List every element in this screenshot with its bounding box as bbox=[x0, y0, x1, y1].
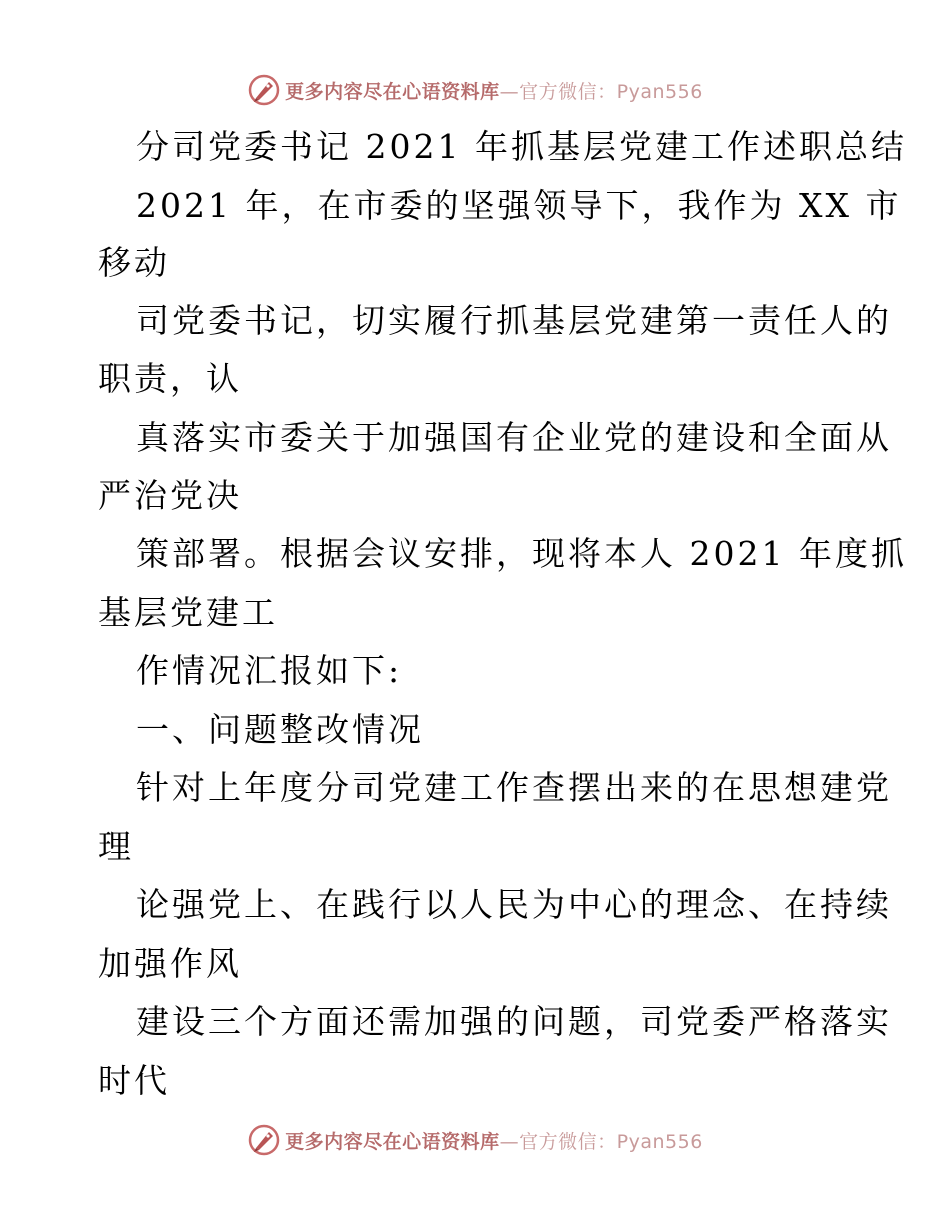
paragraph-line: 作情况汇报如下: bbox=[136, 651, 403, 690]
document-title: 分司党委书记 2021 年抓基层党建工作述职总结 bbox=[136, 127, 907, 166]
paragraph-line: 论强党上、在践行以人民为中心的理念、在持续 bbox=[136, 885, 892, 924]
paragraph-line: 严治党决 bbox=[98, 476, 242, 515]
paragraph-line: 针对上年度分司党建工作查摆出来的在思想建党 bbox=[136, 768, 892, 807]
paragraph-line: 职责，认 bbox=[98, 359, 242, 398]
paragraph-line: 基层党建工 bbox=[98, 593, 278, 632]
paragraph-line: 司党委书记，切实履行抓基层党建第一责任人的 bbox=[136, 301, 892, 340]
watermark-contact-text: —官方微信：Pyan556 bbox=[499, 1130, 703, 1153]
paragraph-line: 移动 bbox=[98, 243, 170, 282]
paragraph-line: 加强作风 bbox=[98, 944, 242, 983]
paragraph-line: 理 bbox=[98, 827, 134, 866]
watermark-contact-text: —官方微信：Pyan556 bbox=[499, 80, 703, 103]
watermark-text bbox=[285, 1127, 703, 1154]
watermark-main-text: 更多内容尽在心语资料库 bbox=[285, 1130, 500, 1153]
paragraph-line: 建设三个方面还需加强的问题，司党委严格落实 bbox=[136, 1002, 892, 1041]
paragraph-line: 时代 bbox=[98, 1061, 170, 1100]
paragraph-line: 2021 年，在市委的坚强领导下，我作为 XX 市 bbox=[136, 186, 902, 225]
paragraph-line: 策部署。根据会议安排，现将本人 2021 年度抓 bbox=[136, 534, 907, 573]
watermark-banner-bottom bbox=[0, 1120, 950, 1160]
section-heading: 一、问题整改情况 bbox=[136, 710, 424, 749]
paragraph-line: 真落实市委关于加强国有企业党的建设和全面从 bbox=[136, 418, 892, 457]
pen-nib-logo-icon bbox=[247, 1123, 281, 1157]
watermark-main-text: 更多内容尽在心语资料库 bbox=[285, 80, 500, 103]
